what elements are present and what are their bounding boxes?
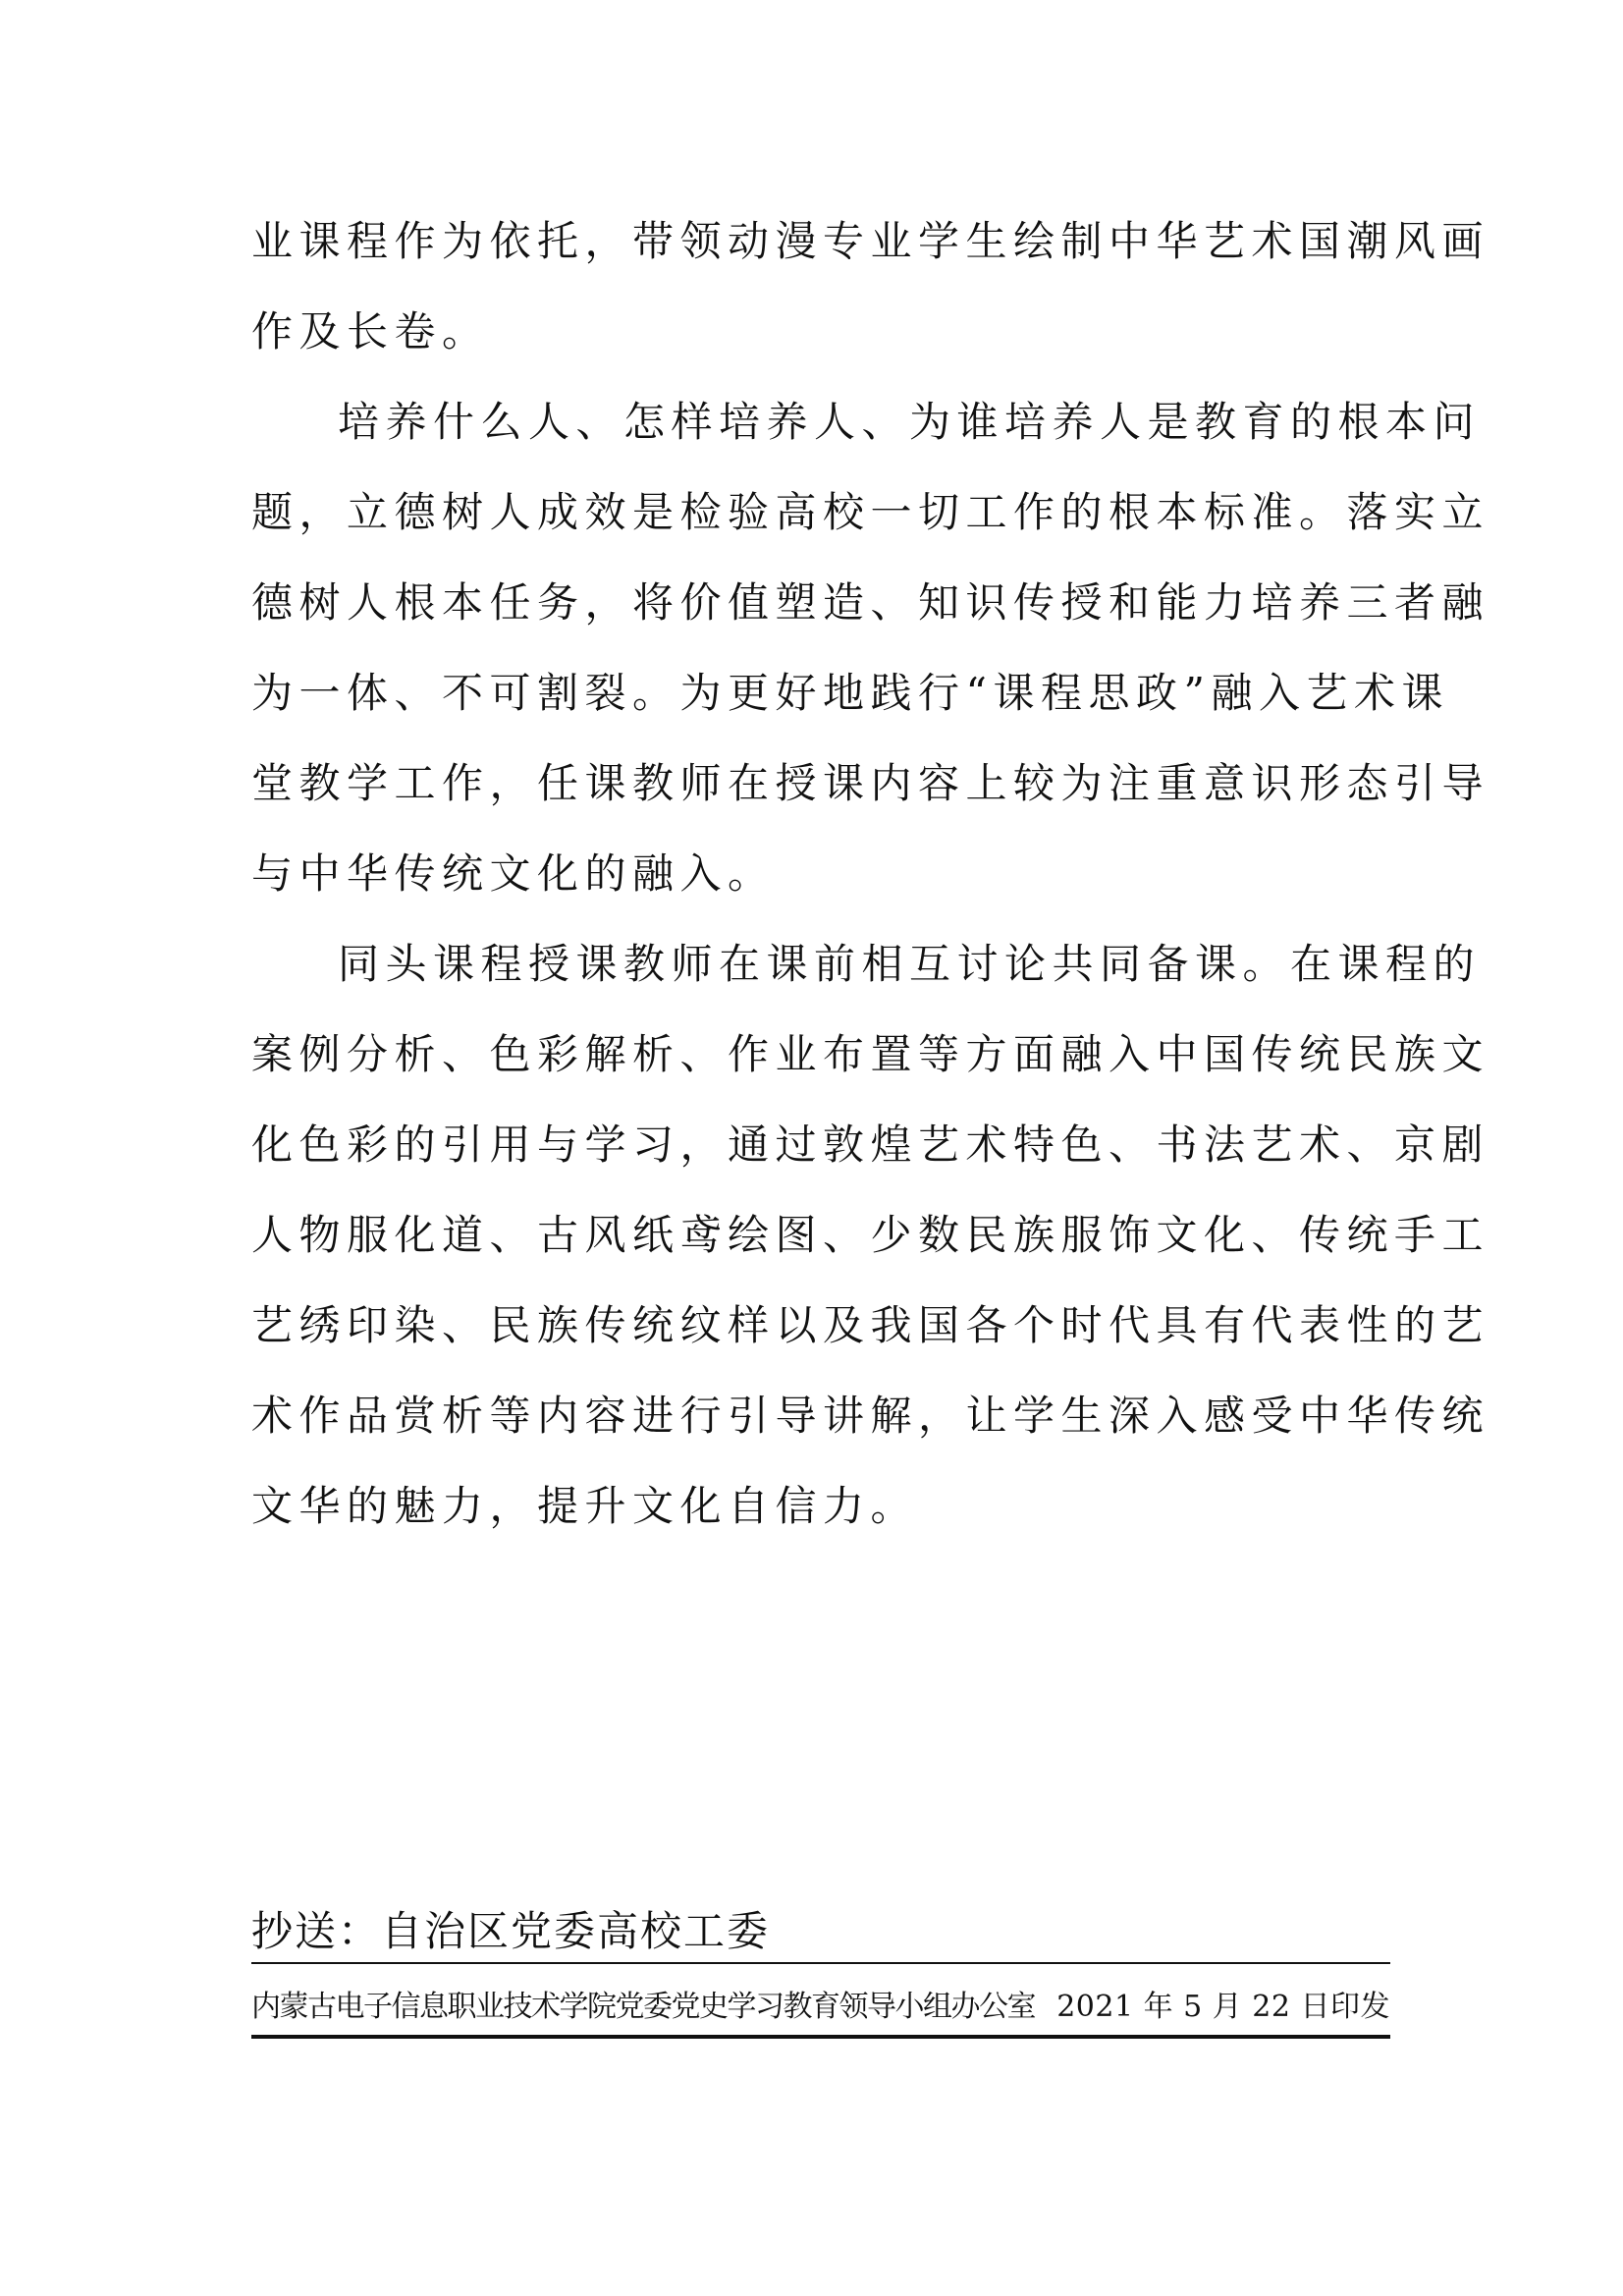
body-line: 堂教学工作，任课教师在授课内容上较为注重意识形态引导 — [251, 759, 1490, 807]
body-line: 艺绣印染、民族传统纹样以及我国各个时代具有代表性的艺 — [251, 1301, 1490, 1349]
issuer-office: 内蒙古电子信息职业技术学院党委党史学习教育领导小组办公室 — [251, 1990, 1035, 2024]
body-line: 案例分析、色彩解析、作业布置等方面融入中国传统民族文 — [251, 1030, 1490, 1078]
body-line: 术作品赏析等内容进行引导讲解，让学生深入感受中华传统 — [251, 1392, 1490, 1440]
body-line: 德树人根本任务，将价值塑造、知识传授和能力培养三者融 — [251, 578, 1490, 627]
body-line: 题，立德树人成效是检验高校一切工作的根本标准。落实立 — [251, 488, 1490, 536]
cc-line: 抄送：自治区党委高校工委 — [251, 1901, 1390, 1964]
issue-date: 2021 年 5 月 22 日印发 — [1056, 1990, 1390, 2024]
body-line: 文华的魅力，提升文化自信力。 — [251, 1482, 919, 1530]
body-line: 人物服化道、古风纸鸢绘图、少数民族服饰文化、传统手工 — [251, 1211, 1490, 1259]
body-line: 为一体、不可割裂。为更好地践行“课程思政”融入艺术课 — [251, 669, 1449, 717]
body-line: 与中华传统文化的融入。 — [251, 849, 776, 898]
document-body — [251, 196, 1490, 1552]
paragraph-first-line: 同头课程授课教师在课前相互讨论共同备课。在课程的 — [338, 940, 1482, 988]
issuer-line — [251, 1980, 1390, 2039]
body-line: 业课程作为依托，带领动漫专业学生绘制中华艺术国潮风画 — [251, 217, 1490, 265]
paragraph-first-line: 培养什么人、怎样培养人、为谁培养人是教育的根本问 — [338, 398, 1482, 446]
body-line: 化色彩的引用与学习，通过敦煌艺术特色、书法艺术、京剧 — [251, 1121, 1490, 1169]
body-line: 作及长卷。 — [251, 307, 490, 355]
